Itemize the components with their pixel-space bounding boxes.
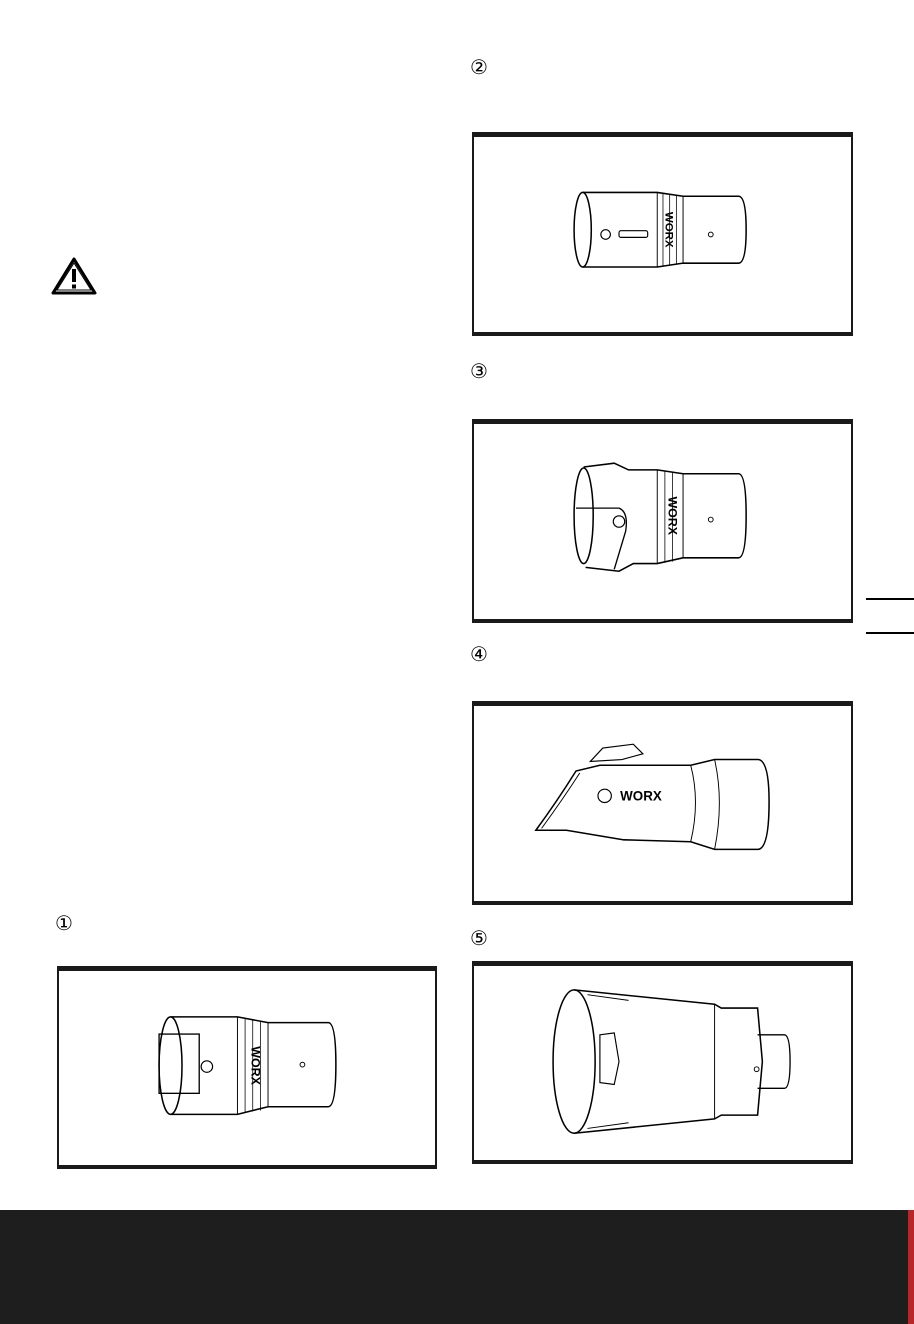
figure-nozzle-1 — [57, 966, 437, 1169]
edge-tab-line-top — [866, 598, 914, 600]
figure-nozzle-4 — [472, 701, 853, 905]
step-marker-2: ② — [470, 55, 488, 79]
step-marker-4: ④ — [470, 642, 488, 666]
figure-nozzle-3 — [472, 419, 853, 623]
brand-logo: WORX — [248, 1046, 263, 1085]
step-marker-3: ③ — [470, 359, 488, 383]
figure-nozzle-2 — [472, 132, 853, 336]
footer-band — [0, 1210, 914, 1324]
step-marker-1: ① — [55, 911, 73, 935]
footer-accent-bar — [908, 1210, 914, 1324]
edge-tab-line-bottom — [866, 632, 914, 634]
step-marker-5: ⑤ — [470, 926, 488, 950]
warning-icon — [50, 256, 98, 296]
brand-logo: WORX — [662, 211, 675, 248]
brand-logo: WORX — [665, 496, 680, 536]
figure-nozzle-5 — [472, 961, 853, 1164]
brand-logo: WORX — [620, 788, 662, 804]
